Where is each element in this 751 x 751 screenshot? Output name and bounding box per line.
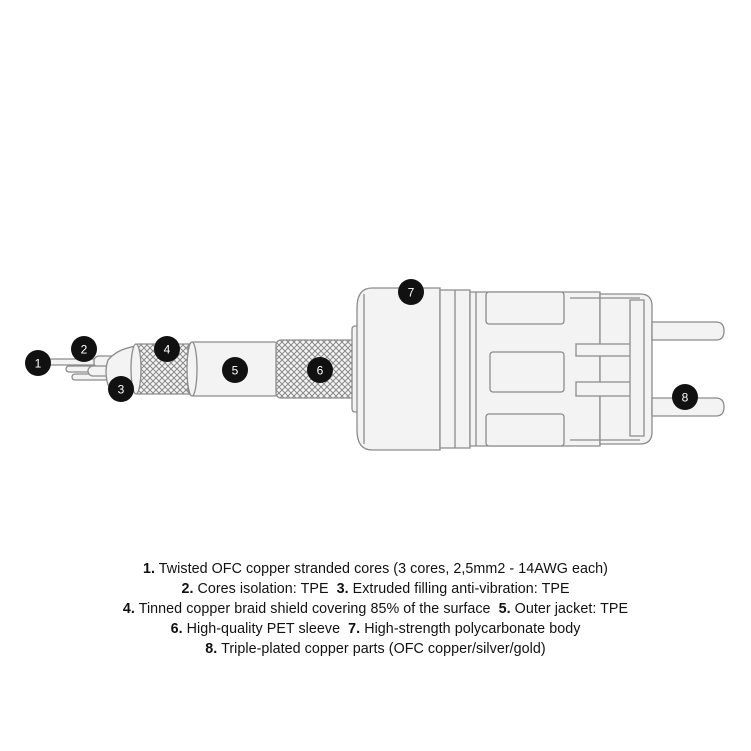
legend-line-5 (0, 639, 751, 659)
legend-number: 2. (181, 581, 194, 597)
cable-drawing (48, 285, 724, 450)
legend-number: 3. (336, 581, 349, 597)
component-legend (0, 559, 751, 659)
marker-1-label: 1 (34, 356, 42, 371)
marker-7 (398, 279, 424, 305)
marker-8-label: 8 (681, 390, 689, 405)
legend-number: 7. (348, 621, 361, 637)
legend-text: High-strength polycarbonate body (360, 621, 581, 637)
legend-number: 4. (122, 601, 135, 617)
marker-2 (71, 336, 97, 362)
legend-text: High-quality PET sleeve (182, 621, 349, 637)
legend-text: Extruded filling anti-vibration: TPE (348, 581, 570, 597)
legend-text: Tinned copper braid shield covering 85% of the surface (134, 601, 499, 617)
legend-line-3 (0, 599, 751, 619)
plug-body (352, 285, 652, 450)
legend-text: Twisted OFC copper stranded cores (3 cores, 2,5mm2 - 14AWG each) (155, 561, 608, 577)
marker-5-label: 5 (231, 363, 239, 378)
marker-7-label: 7 (407, 285, 415, 300)
marker-5 (222, 357, 248, 383)
legend-number: 6. (170, 621, 183, 637)
marker-4 (154, 336, 180, 362)
marker-6 (307, 357, 333, 383)
marker-3-label: 3 (117, 382, 125, 397)
legend-line-2 (0, 579, 751, 599)
marker-8 (672, 384, 698, 410)
legend-text: Triple-plated copper parts (OFC copper/silver/gold) (217, 641, 546, 657)
legend-number: 8. (205, 641, 218, 657)
marker-3 (108, 376, 134, 402)
legend-line-4 (0, 619, 751, 639)
legend-line-1 (0, 559, 751, 579)
legend-text: Outer jacket: TPE (510, 601, 629, 617)
marker-6-label: 6 (316, 363, 324, 378)
marker-4-label: 4 (163, 342, 171, 357)
marker-1 (25, 350, 51, 376)
legend-number: 5. (498, 601, 511, 617)
legend-number: 1. (142, 561, 156, 577)
marker-2-label: 2 (80, 342, 88, 357)
legend-text: Cores isolation: TPE (193, 581, 337, 597)
